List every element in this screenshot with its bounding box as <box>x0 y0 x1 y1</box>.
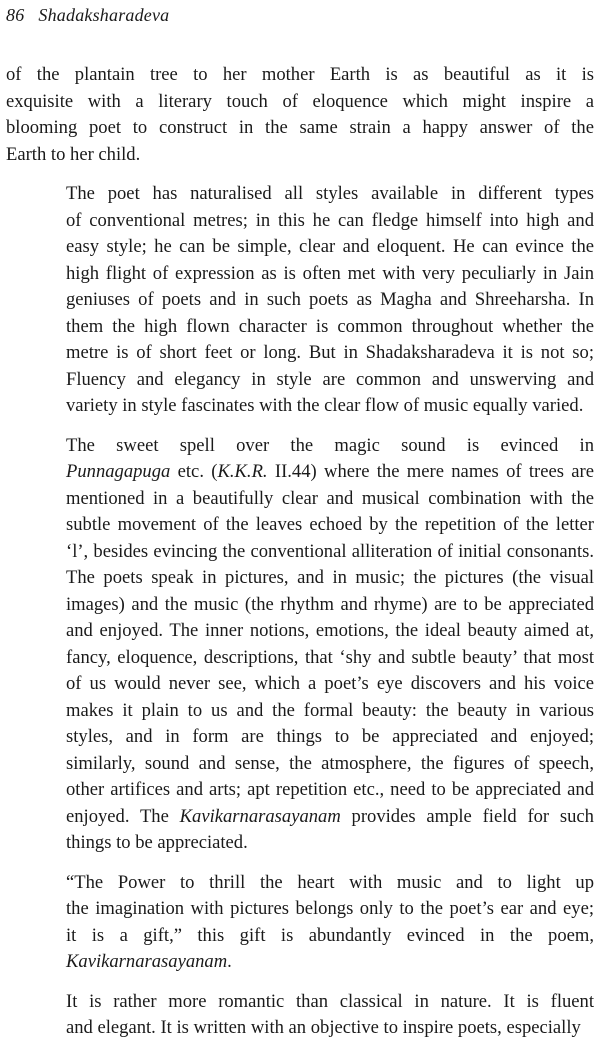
text-line: ‘l’, besides evincing the conventional alliteration of initial consonants. <box>66 540 594 562</box>
paragraph <box>6 989 594 1042</box>
text-line: of conventional metres; in this he can fledge himself into high and <box>66 209 594 231</box>
text-line: makes it plain to us and the formal beauty: the beauty in various <box>66 699 594 721</box>
text-line: it is a gift,” this gift is abundantly evinced in the poem, <box>66 924 594 946</box>
text-line: and elegant. It is written with an objective to inspire poets, especially <box>66 1017 581 1038</box>
text-line: of us would never see, which a poet’s eye discovers and his voice <box>66 673 594 694</box>
text-line: other artifices and arts; apt repetition etc., need to be appreciated and <box>66 779 594 800</box>
text-line: them the high flown character is common throughout whether the <box>66 315 594 337</box>
text-line: metre is of short feet or long. But in Shadaksharadeva it is not so; <box>66 342 594 363</box>
text-line: The sweet spell over the magic sound is evinced in <box>66 434 594 456</box>
text-line: the imagination with pictures belongs only to the poet’s ear and eye; <box>66 898 594 919</box>
text-line: high flight of expression as is often met with very peculiarly in Jain <box>66 262 594 284</box>
text-line: The poet has naturalised all styles available in different types <box>66 183 594 204</box>
paragraph <box>6 181 594 420</box>
text-line: “The Power to thrill the heart with music and to light up <box>66 871 594 893</box>
text-line: It is rather more romantic than classical in nature. It is fluent <box>66 990 594 1012</box>
text-line: things to be appreciated. <box>66 832 248 853</box>
text-line: Earth to her child. <box>6 143 141 165</box>
paragraph <box>6 433 594 857</box>
text-line: Punnagapuga etc. (K.K.R. II.44) where the mere names of trees are <box>66 461 594 482</box>
text-line: fancy, eloquence, descriptions, that ‘shy and subtle beauty’ that most <box>66 646 594 668</box>
text-line: enjoyed. The Kavikarnarasayanam provides ample field for such <box>66 805 594 827</box>
text-line: mentioned in a beautifully clear and musical combination with the <box>66 487 594 509</box>
text-line: of the plantain tree to her mother Earth is as beautiful as it is <box>6 64 594 85</box>
text-line: similarly, sound and sense, the atmosphere, the figures of speech, <box>66 752 594 774</box>
text-line: blooming poet to construct in the same strain a happy answer of the <box>6 117 594 138</box>
text-line: styles, and in form are things to be appreciated and enjoyed; <box>66 726 594 747</box>
text-line: exquisite with a literary touch of eloquence which might inspire a <box>6 90 594 112</box>
text-line: Fluency and elegancy in style are common and unswerving and <box>66 368 594 390</box>
text-line: geniuses of poets and in such poets as Magha and Shreeharsha. In <box>66 289 594 310</box>
paragraph <box>6 870 594 976</box>
paragraph <box>6 62 594 168</box>
running-head <box>6 4 169 26</box>
text-line: Kavikarnarasayanam. <box>66 951 232 972</box>
text-line: The poets speak in pictures, and in music; the pictures (the visual <box>66 567 594 588</box>
running-title: Shadaksharadeva <box>38 5 170 25</box>
text-line: subtle movement of the leaves echoed by the repetition of the letter <box>66 514 594 535</box>
body-text <box>6 62 594 1055</box>
text-line: and enjoyed. The inner notions, emotions, the ideal beauty aimed at, <box>66 620 594 641</box>
text-line: images) and the music (the rhythm and rhyme) are to be appreciated <box>66 593 594 615</box>
text-line: variety in style fascinates with the clear flow of music equally varied. <box>66 395 584 416</box>
text-line: easy style; he can be simple, clear and eloquent. He can evince the <box>66 236 594 257</box>
page-number: 86 <box>6 5 25 25</box>
